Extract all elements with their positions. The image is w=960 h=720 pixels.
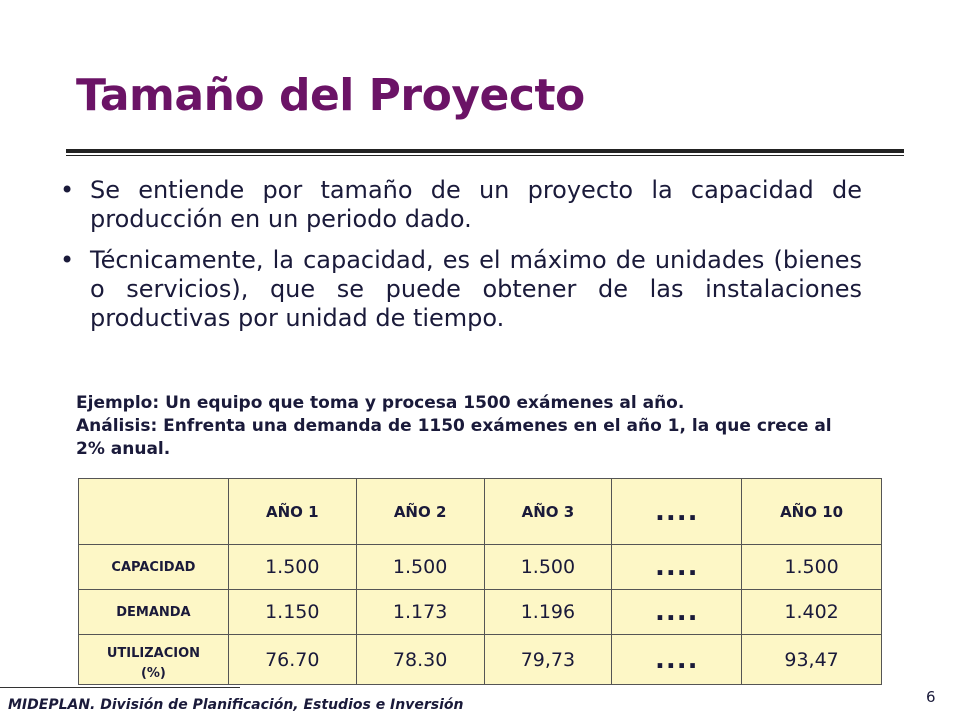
analysis-line: Análisis: Enfrenta una demanda de 1150 exámenes en el año 1, la que crece al 2% anual. xyxy=(76,416,832,459)
page-number: 6 xyxy=(926,688,936,706)
table-cell: 1.500 xyxy=(356,545,484,590)
table-header-cell: .... xyxy=(612,479,742,545)
table-header-cell: AÑO 3 xyxy=(484,479,612,545)
slide-title: Tamaño del Proyecto xyxy=(76,70,585,121)
table-header-row xyxy=(79,479,882,545)
title-rule-thick xyxy=(66,149,904,153)
table-header-cell: AÑO 2 xyxy=(356,479,484,545)
table-cell: 79,73 xyxy=(484,635,612,685)
example-block xyxy=(76,392,856,461)
capacity-table xyxy=(78,478,882,685)
table-row xyxy=(79,545,882,590)
row-label-unit: (%) xyxy=(140,665,166,681)
table-cell: 76.70 xyxy=(228,635,356,685)
table-cell: 1.173 xyxy=(356,590,484,635)
table-cell: 93,47 xyxy=(742,635,882,685)
table-cell: .... xyxy=(612,545,742,590)
table-cell: 78.30 xyxy=(356,635,484,685)
table-header-cell xyxy=(79,479,229,545)
row-label: DEMANDA xyxy=(79,590,229,635)
table-row xyxy=(79,590,882,635)
row-label: CAPACIDAD xyxy=(79,545,229,590)
table-cell: .... xyxy=(612,590,742,635)
example-line: Ejemplo: Un equipo que toma y procesa 1500 exámenes al año. xyxy=(76,393,685,413)
table-row xyxy=(79,635,882,685)
bullet-text: Se entiende por tamaño de un proyecto la capacidad de producción en un periodo dado. xyxy=(90,176,862,233)
row-label xyxy=(79,635,229,685)
footer-rule xyxy=(0,687,240,688)
table-header-cell: AÑO 10 xyxy=(742,479,882,545)
table-cell: 1.500 xyxy=(228,545,356,590)
table-cell: 1.196 xyxy=(484,590,612,635)
bullet-text: Técnicamente, la capacidad, es el máximo de unidades (bienes o servicios), que se puede obtener de las instalaciones productivas por unidad de tiempo. xyxy=(90,246,862,332)
bullet-marker: • xyxy=(60,246,75,274)
title-rule-thin xyxy=(66,155,904,156)
row-label-main: UTILIZACION xyxy=(106,645,201,661)
table-cell: 1.500 xyxy=(742,545,882,590)
bullet-item xyxy=(60,176,862,234)
table-cell: 1.150 xyxy=(228,590,356,635)
bullet-item xyxy=(60,246,862,333)
table-cell: .... xyxy=(612,635,742,685)
table-cell: 1.402 xyxy=(742,590,882,635)
bullet-marker: • xyxy=(60,176,75,204)
footer-text: MIDEPLAN. División de Planificación, Estudios e Inversión xyxy=(8,697,464,713)
table-cell: 1.500 xyxy=(484,545,612,590)
table-header-cell: AÑO 1 xyxy=(228,479,356,545)
bullet-list xyxy=(60,176,862,345)
